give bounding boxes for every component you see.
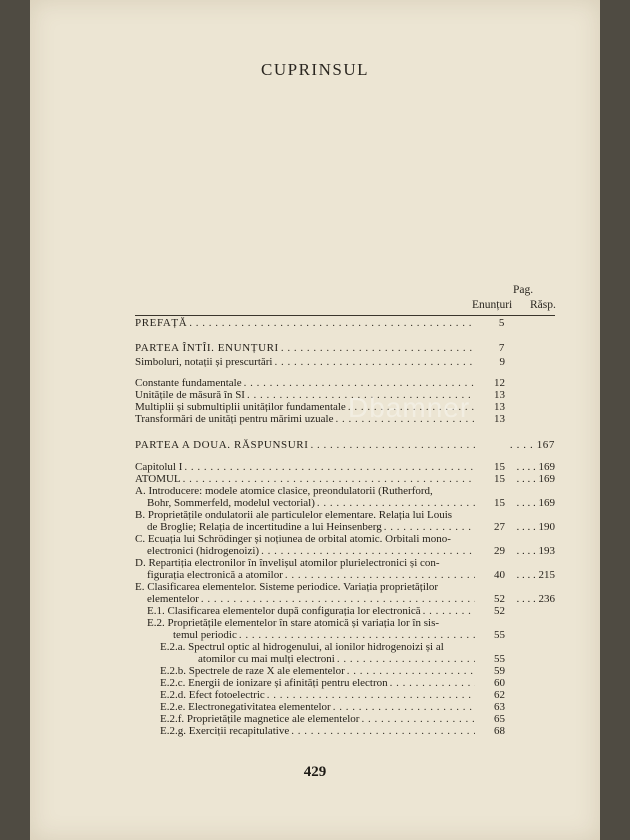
toc-entry-label: C. Ecuația lui Schrödinger și noțiunea de orbital atomic. Orbitali mono-: [135, 533, 451, 545]
dot-leader: [244, 377, 475, 389]
page-raspunsuri: . . . . 190: [516, 521, 555, 533]
toc-entry: [160, 689, 555, 701]
toc-entry-label: electronici (hidrogenoizi): [147, 545, 260, 557]
toc-entry-label: E.2.c. Energii de ionizare și afinități pentru electron: [160, 677, 388, 689]
page-enunturi: 55: [494, 629, 505, 641]
dot-leader: [189, 317, 475, 329]
book-page: [30, 0, 600, 840]
page-title: CUPRINSUL: [261, 60, 369, 79]
dot-leader: [423, 605, 475, 617]
toc-entry: [160, 665, 555, 677]
toc-entry: [147, 605, 555, 617]
toc-entry: [135, 461, 555, 473]
toc-entry: [135, 342, 555, 354]
toc-entry: [147, 593, 555, 605]
toc-entry-label: Multiplii și submultiplii unităților fundamentale: [135, 401, 346, 413]
dot-leader: [390, 677, 475, 689]
toc-entry-label: de Broglie; Relația de incertitudine a lui Heinsenberg: [147, 521, 382, 533]
toc-entry: [135, 581, 555, 593]
toc-entry: [198, 653, 555, 665]
toc-entry-label: D. Repartiția electronilor în învelișul atomilor plurielectronici și con-: [135, 557, 440, 569]
dot-leader: [317, 497, 475, 509]
page-enunturi: 9: [499, 356, 505, 368]
dot-leader: [281, 342, 475, 354]
toc-entry: [147, 545, 555, 557]
dot-leader: [267, 689, 475, 701]
toc-entry: [147, 497, 555, 509]
toc-entry: [135, 533, 555, 545]
dot-leader: [274, 356, 475, 368]
toc-entry: [135, 317, 555, 329]
dot-leader: [201, 593, 475, 605]
toc-entry-label: E.2.b. Spectrele de raze X ale elementelor: [160, 665, 345, 677]
toc-entry: [135, 485, 555, 497]
toc-entry-label: Simboluri, notații și prescurtări: [135, 356, 273, 368]
column-header-enunturi: Enunțuri: [472, 299, 513, 311]
toc-entry-label: E.2.e. Electronegativitatea elementelor: [160, 701, 331, 713]
page-enunturi: 68: [494, 725, 505, 737]
toc-entry-label: E. Clasificarea elementelor. Sisteme periodice. Variația proprietăților: [135, 581, 439, 593]
page-enunturi: 29: [494, 545, 505, 557]
toc-entry-label: figurația electronică a atomilor: [147, 569, 283, 581]
page-enunturi: 12: [494, 377, 505, 389]
page-enunturi: 40: [494, 569, 505, 581]
toc-entry-label: E.2.f. Proprietățile magnetice ale elementelor: [160, 713, 360, 725]
page-raspunsuri: . . . . 193: [516, 545, 555, 557]
page-enunturi: 5: [498, 317, 505, 329]
header-rule: [135, 315, 555, 316]
toc-entry-label: PARTEA ÎNTÎI. ENUNȚURI: [135, 342, 279, 354]
toc-entry-label: A. Introducere: modele atomice clasice, preondulatorii (Rutherford,: [135, 485, 433, 497]
dot-leader: [239, 629, 475, 641]
watermark: Dbamner: [348, 392, 471, 423]
toc-entry-label: B. Proprietățile ondulatorii ale particulelor elementare. Relația lui Louis: [135, 509, 453, 521]
toc-entry: [160, 641, 555, 653]
page-enunturi: 60: [494, 677, 505, 689]
page-raspunsuri: . . . . 215: [516, 569, 555, 581]
page-enunturi: 63: [494, 701, 505, 713]
page-enunturi: 13: [494, 413, 505, 425]
page-number: 429: [303, 764, 327, 780]
page-raspunsuri: . . . . 169: [516, 461, 555, 473]
dot-leader: [384, 521, 475, 533]
page-raspunsuri: . . . . 236: [516, 593, 555, 605]
page-enunturi: 13: [494, 401, 505, 413]
page-enunturi: 15: [494, 473, 505, 485]
toc-entry-label: E.2.a. Spectrul optic al hidrogenului, al ionilor hidrogenoizi și al: [160, 641, 444, 653]
toc-entry-label: E.2.d. Efect fotoelectric: [160, 689, 265, 701]
toc-entry: [160, 701, 555, 713]
toc-entry-label: E.2.g. Exerciții recapitulative: [160, 725, 290, 737]
column-header-pag: Pag.: [513, 284, 534, 296]
toc-entry-label: PREFAȚĂ: [135, 317, 188, 329]
dot-leader: [184, 461, 475, 473]
toc-entry-label: E.2. Proprietățile elementelor în stare atomică și variația lor în sis-: [147, 617, 440, 629]
toc-entry: [135, 473, 555, 485]
toc-entry: [147, 617, 555, 629]
page-enunturi: 15: [494, 497, 505, 509]
page-raspunsuri: . . . . 169: [516, 473, 555, 485]
toc-entry: [135, 401, 555, 413]
toc-entry-label: Unitățile de măsură în SI: [135, 389, 245, 401]
toc-entry: [173, 629, 555, 641]
dot-leader: [285, 569, 475, 581]
page-enunturi: 65: [494, 713, 505, 725]
page-enunturi: 52: [494, 593, 505, 605]
toc-entry-label: temul periodic: [173, 629, 237, 641]
toc-entry: [135, 439, 555, 451]
toc-entry: [135, 389, 555, 401]
toc-entry: [147, 521, 555, 533]
toc-entry: [135, 557, 555, 569]
page-raspunsuri: . . . . 167: [509, 439, 555, 451]
toc-entry-label: Capitolul I: [135, 461, 183, 473]
page-raspunsuri: . . . . 169: [516, 497, 555, 509]
page-enunturi: 7: [498, 342, 505, 354]
toc-entry: [135, 377, 555, 389]
toc-entry-label: elementelor: [147, 593, 199, 605]
toc-entry-label: ATOMUL: [135, 473, 181, 485]
dot-leader: [183, 473, 475, 485]
dot-leader: [347, 665, 475, 677]
page-enunturi: 62: [494, 689, 505, 701]
page-enunturi: 52: [494, 605, 505, 617]
dot-leader: [310, 439, 475, 451]
dot-leader: [361, 713, 475, 725]
toc-entry: [135, 509, 555, 521]
dot-leader: [333, 701, 475, 713]
toc-entry-label: Constante fundamentale: [135, 377, 242, 389]
toc-entry-label: Bohr, Sommerfeld, modelul vectorial): [147, 497, 315, 509]
dot-leader: [291, 725, 475, 737]
dot-leader: [261, 545, 475, 557]
page-enunturi: 59: [494, 665, 505, 677]
toc-entry: [135, 413, 555, 425]
toc-entry-label: E.1. Clasificarea elementelor după configurația lor electronică: [147, 605, 421, 617]
dot-leader: [337, 653, 475, 665]
toc-entry: [135, 356, 555, 368]
toc-entry: [160, 725, 555, 737]
toc-entry-label: atomilor cu mai mulți electroni: [198, 653, 335, 665]
page-enunturi: 13: [494, 389, 505, 401]
toc-entry-label: Transformări de unități pentru mărimi uzuale: [135, 413, 334, 425]
page-enunturi: 27: [494, 521, 505, 533]
toc-entry: [160, 677, 555, 689]
toc-entry-label: PARTEA A DOUA. RĂSPUNSURI: [135, 439, 309, 451]
page-enunturi: 15: [494, 461, 505, 473]
column-header-rasp: Răsp.: [530, 299, 556, 311]
toc-entry: [147, 569, 555, 581]
page-enunturi: 55: [494, 653, 505, 665]
toc-entry: [160, 713, 555, 725]
